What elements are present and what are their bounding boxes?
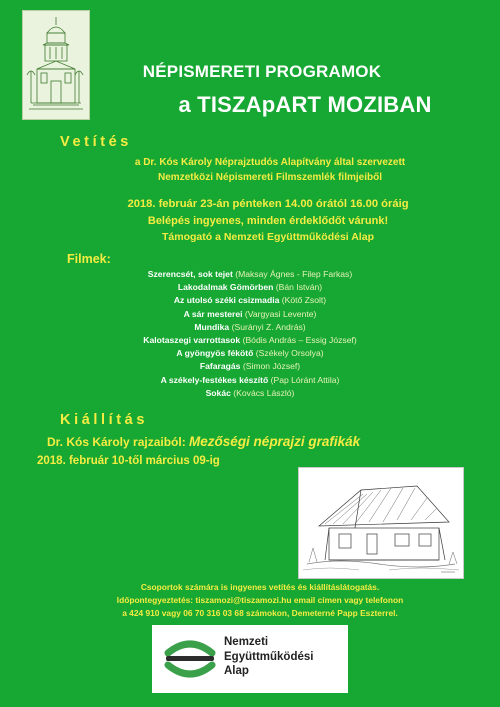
title-line1: NÉPISMERETI PROGRAMOK [142, 62, 382, 81]
footer-line3: a 424 910 vagy 06 70 316 03 68 számokon, Demeterné Papp Eszterrel. [122, 608, 398, 618]
film-item [0, 375, 500, 385]
film-title: Szerencsét, sok tejet [147, 269, 233, 279]
screening-entry: Belépés ingyenes, minden érdeklődőt várunk! [147, 215, 389, 227]
nea-logo-line1: Nemzeti [224, 636, 269, 648]
film-item [0, 282, 500, 292]
film-item [0, 348, 500, 358]
film-title: A gyöngyös fékötő [176, 348, 254, 359]
film-item [0, 269, 500, 279]
screening-intro-line2: Nemzetközi Népismereti Filmszemlék filmjeiből [158, 172, 382, 183]
film-title: Kalotaszegi varrottasok [143, 335, 241, 345]
film-people: (Maksay Ágnes - Filep Farkas) [235, 269, 353, 279]
film-people: (Kötő Zsolt) [281, 295, 327, 306]
screening-date: 2018. február 23-án pénteken 14.00 órától 16.00 óráig [127, 198, 409, 210]
screening-intro-line1: a Dr. Kós Károly Néprajztudós Alapítvány által szervezett [134, 157, 406, 168]
film-title: Fafaragás [199, 361, 241, 372]
farmhouse-sketch-icon [298, 467, 464, 579]
exhibition-title: Mezőségi néprajzi grafikák [189, 434, 361, 449]
nea-logo-text [224, 635, 344, 679]
film-people: (Surányi Z. András) [231, 321, 306, 332]
title-line2: a TISZApART MOZIBAN [178, 92, 432, 117]
film-people: (Vargyasi Levente) [244, 308, 317, 319]
film-title: Az utolsó széki csizmadia [173, 295, 280, 306]
film-people: (Bódis András – Essig József) [242, 335, 357, 345]
film-title: A székely-festékes készítő [160, 374, 269, 385]
building-drawing-icon [22, 10, 90, 120]
film-item [0, 322, 500, 332]
film-item [0, 361, 500, 371]
exhibition-artist-line [47, 434, 360, 449]
film-item [0, 309, 500, 319]
screening-support: Támogató a Nemzeti Együttműködési Alap [162, 231, 374, 243]
film-people: (Székely Orsolya) [255, 348, 324, 359]
films-heading: Filmek: [67, 252, 111, 266]
film-title: A sár mesterei [183, 308, 243, 319]
exhibition-artist: Dr. Kós Károly rajzaiból: [47, 435, 186, 449]
exhibition-heading: Kiállítás [60, 412, 149, 428]
film-people: (Kovács László) [233, 387, 295, 398]
nea-logo-line2: Együttműködési [224, 650, 314, 663]
film-item [0, 388, 500, 398]
nea-logo-icon [162, 637, 218, 681]
footer-line1: Csoportok számára is ingyenes vetítés és kiállításlátogatás. [140, 582, 380, 592]
nea-logo [152, 625, 348, 693]
film-people: (Pap Lóránt Attila) [270, 374, 340, 385]
nea-logo-line3: Alap [224, 665, 249, 677]
film-item [0, 295, 500, 305]
screening-heading: Vetítés [60, 134, 132, 150]
footer-line2: Időpontegyeztetés: tiszamozi@tiszamozi.hu email címen vagy telefonon [116, 595, 404, 605]
film-people: (Simon József) [242, 361, 301, 372]
film-people: (Bán István) [275, 282, 323, 293]
film-title: Mundika [194, 321, 230, 332]
film-item [0, 335, 500, 345]
film-title: Lakodalmak Gömörben [177, 282, 274, 293]
film-title: Sokác [205, 387, 231, 398]
exhibition-date: 2018. február 10-től március 09-ig [37, 455, 220, 467]
